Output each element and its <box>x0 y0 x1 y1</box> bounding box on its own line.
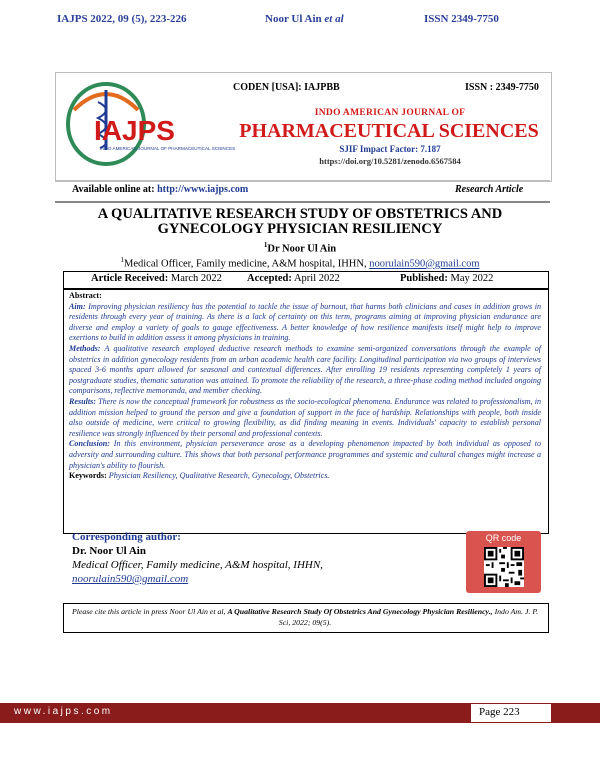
corresponding-affiliation: Medical Officer, Family medicine, A&M hospital, IHHN, <box>72 559 323 571</box>
results-text: There is now the conceptual framework for robustness as the socio-ecological phenomena. Endurance was related to professionalism, in addition mission helped to ground the person and give a foundation of support in the face of hardship. Relationships with people, both inside also outside of medicine, were critical to growing flexibility, as did finding meaning in events. Individuals' capacity to establish personal resilience was strongly influenced by their personal and professional contexts. <box>69 396 541 438</box>
date-published <box>400 273 493 284</box>
keywords-label: Keywords: <box>69 471 107 481</box>
qr-code-icon[interactable] <box>484 547 524 587</box>
coden: CODEN [USA]: IAJPBB <box>233 82 340 93</box>
author-affiliation <box>40 256 560 270</box>
accepted-value: April 2022 <box>293 273 340 284</box>
running-header-etal: et al <box>324 13 344 25</box>
cite-prefix: Please cite this article in press Noor Ul Ain et al, <box>71 607 226 616</box>
availability <box>72 184 248 195</box>
article-title-line2: GYNECOLOGY PHYSICIAN RESILIENCY <box>157 221 443 237</box>
cite-suffix: Indo Am. J. P. Sci, 2022; 09(5). <box>278 607 539 627</box>
website-link[interactable]: http://www.iajps.com <box>157 184 249 195</box>
article-title <box>40 207 560 237</box>
masthead-issn: ISSN : 2349-7750 <box>465 82 539 93</box>
keywords-text: Physician Resiliency, Qualitative Research, Gynecology, Obstetrics. <box>108 471 330 481</box>
corresponding-email[interactable]: noorulain590@gmail.com <box>72 573 189 585</box>
citation <box>70 606 540 628</box>
corresponding-name: Dr. Noor Ul Ain <box>72 545 146 557</box>
aim-text: Improving physician resiliency has the potential to tackle the issue of burnout, that harms both clinicians and cases in addition grows in residents through every year of training. As there is a lack of certainty on this term, programs aiming at improving physician endurance are diverse and employ a variety of goals to gauge effectiveness. A better knowledge of how resilience manifests itself might help to improve exertions to build in addition assess it among physicians in training. <box>69 301 541 343</box>
availability-label: Available online at: <box>72 184 155 195</box>
article-title-line1: A QUALITATIVE RESEARCH STUDY OF OBSTETRICS AND <box>97 206 503 222</box>
results-label: Results: <box>69 396 96 406</box>
impact-factor: SJIF Impact Factor: 7.187 <box>339 144 441 154</box>
published-label: Published: <box>400 273 448 284</box>
published-value: May 2022 <box>450 273 494 284</box>
author-email[interactable]: noorulain590@gmail.com <box>369 258 480 270</box>
abstract-heading: Abstract: <box>69 291 102 300</box>
aim-label: Aim: <box>69 301 86 311</box>
running-header-author-name: Noor Ul Ain <box>265 13 322 25</box>
article-type: Research Article <box>455 184 524 195</box>
journal-name-line1: INDO AMERICAN JOURNAL OF <box>314 108 466 118</box>
journal-logo <box>64 80 236 170</box>
doi-link[interactable]: https://doi.org/10.5281/zenodo.6567584 <box>319 156 461 166</box>
received-value: March 2022 <box>170 273 222 284</box>
logo-wordmark: IAJPS <box>94 115 175 146</box>
cite-title: A Qualitative Research Study Of Obstetrics And Gynecology Physician Resiliency., <box>227 607 493 616</box>
running-header-author <box>265 13 344 25</box>
affil-sup: 1 <box>120 256 124 264</box>
running-header-citation: IAJPS 2022, 09 (5), 223-226 <box>57 13 187 25</box>
page-number-box <box>471 704 551 722</box>
corresponding-heading: Corresponding author: <box>72 531 181 543</box>
qr-label: QR code <box>485 533 522 543</box>
conclusion-text: In this environment, physician perseverance arose as a developing phenomenon impacted by both individual as opposed to adversity and surrounding culture. This shows that both personal performance programmes and systemic and cultural changes might increase a physician's ability to flourish. <box>69 439 541 470</box>
received-label: Article Received: <box>91 273 169 284</box>
article-dates <box>63 271 549 289</box>
journal-name-line2: PHARMACEUTICAL SCIENCES <box>239 120 539 142</box>
article-author <box>40 241 560 255</box>
footer-website[interactable]: www.iajps.com <box>14 706 113 717</box>
logo-subtext: INDO AMERICAN JOURNAL OF PHARMACEUTICAL SCIENCES <box>100 146 236 151</box>
conclusion-label: Conclusion: <box>69 439 110 449</box>
author-sup: 1 <box>263 241 268 249</box>
running-header-issn: ISSN 2349-7750 <box>424 13 499 25</box>
date-accepted <box>247 273 340 284</box>
affiliation-text: Medical Officer, Family medicine, A&M hospital, IHHN, <box>124 258 367 270</box>
methods-label: Methods: <box>69 343 101 353</box>
accepted-label: Accepted: <box>247 273 292 284</box>
abstract <box>69 291 541 482</box>
page-number: Page 223 <box>479 706 520 718</box>
methods-text: A qualitative research employed deductive research methods to examine semi-organized conversations through the example of obstetrics in addition gynecology residents from an urban academic health care facility. Longitudinal participation via two groups of interviews spaced 3-6 months apart allowed for seasonal and contextual differences. After enrolling 19 residents representing completely 1 years of postgraduate studies, thematic saturation was attained. To promote the reliability of the research, a three-phase coding method included ongoing comparisons, reflective memoranda, and member checking. <box>69 343 541 396</box>
author-name: Dr Noor Ul Ain <box>267 243 337 255</box>
date-received <box>91 273 222 284</box>
